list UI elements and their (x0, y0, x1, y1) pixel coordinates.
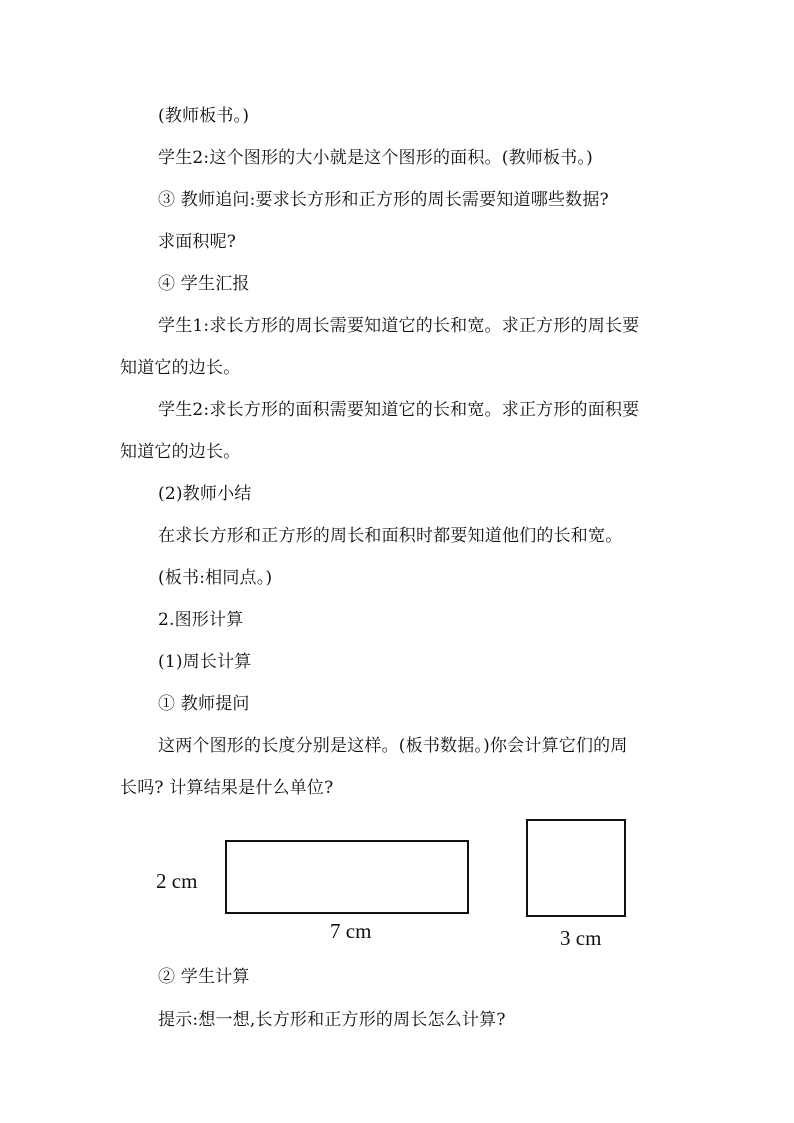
paragraph: (板书:相同点。) (158, 568, 273, 588)
paragraph: 学生2:这个图形的大小就是这个图形的面积。(教师板书。) (158, 148, 593, 168)
paragraph: 求面积呢? (158, 232, 237, 252)
rectangle-width-label: 7 cm (330, 919, 372, 943)
paragraph: 提示:想一想,长方形和正方形的周长怎么计算? (158, 1010, 506, 1030)
square-side-label: 3 cm (560, 926, 602, 950)
paragraph: 长吗? 计算结果是什么单位? (120, 778, 334, 798)
paragraph: ③ 教师追问:要求长方形和正方形的周长需要知道哪些数据? (158, 190, 609, 210)
paragraph: ① 教师提问 (158, 694, 250, 714)
section-heading: 2.图形计算 (158, 610, 244, 630)
paragraph: ② 学生计算 (158, 967, 250, 987)
square-shape (526, 819, 626, 917)
paragraph: 在求长方形和正方形的周长和面积时都要知道他们的长和宽。 (158, 526, 623, 546)
rectangle-shape (225, 840, 469, 914)
paragraph: 学生1:求长方形的周长需要知道它的长和宽。求正方形的周长要 (158, 316, 640, 336)
paragraph: (教师板书。) (158, 106, 250, 126)
paragraph: 学生2:求长方形的面积需要知道它的长和宽。求正方形的面积要 (158, 400, 640, 420)
paragraph: ④ 学生汇报 (158, 274, 250, 294)
paragraph: 知道它的边长。 (120, 358, 241, 378)
paragraph: 这两个图形的长度分别是这样。(板书数据。)你会计算它们的周 (158, 736, 628, 756)
subsection-heading: (1)周长计算 (158, 652, 252, 672)
paragraph: 知道它的边长。 (120, 442, 241, 462)
paragraph: (2)教师小结 (158, 484, 252, 504)
rectangle-height-label: 2 cm (156, 869, 198, 893)
